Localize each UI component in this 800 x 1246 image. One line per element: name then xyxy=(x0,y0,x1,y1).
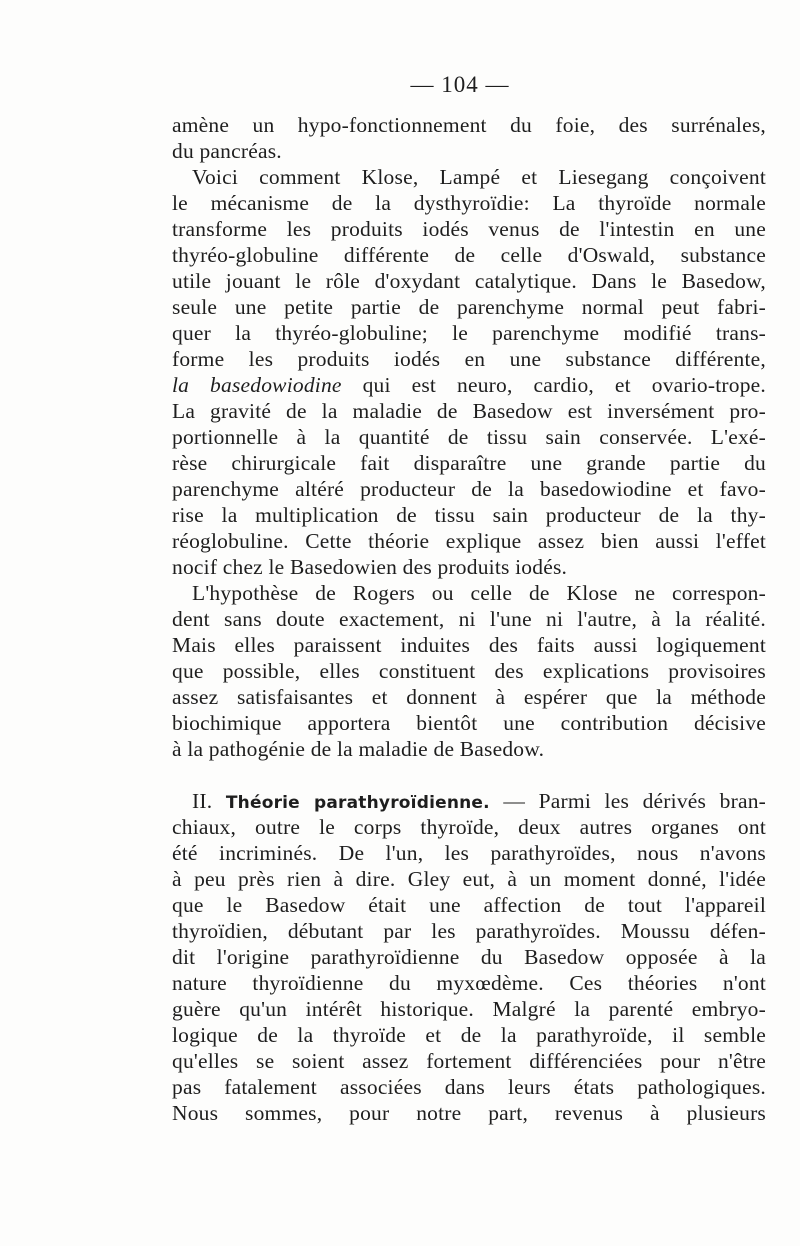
text-line: Mais elles paraissent induites des faits aussi logiquement xyxy=(172,633,766,657)
italic-term: la basedowiodine xyxy=(172,373,342,397)
text-line: chiaux, outre le corps thyroïde, deux autres organes ont xyxy=(172,815,766,839)
text-line: thyroïdien, débutant par les parathyroïdes. Moussu défen- xyxy=(172,919,766,943)
page-number: — 104 — xyxy=(410,72,510,97)
text-line: le mécanisme de la dysthyroïdie: La thyroïde normale xyxy=(172,191,766,215)
text-line: Nous sommes, pour notre part, revenus à plusieurs xyxy=(172,1101,766,1125)
text-line: réoglobuline. Cette théorie explique assez bien aussi l'effet xyxy=(172,529,766,553)
text-fragment: — Parmi les dérivés bran- xyxy=(489,789,767,813)
text-line: transforme les produits iodés venus de l'intestin en une xyxy=(172,217,766,241)
text-line: que le Basedow était une affection de tout l'appareil xyxy=(172,893,766,917)
text-line: Voici comment Klose, Lampé et Liesegang conçoivent xyxy=(192,165,766,189)
text-line: dit l'origine parathyroïdienne du Basedow opposée à la xyxy=(172,945,766,969)
text-line: que possible, elles constituent des explications provisoires xyxy=(172,659,766,683)
text-line: quer la thyréo-globuline; le parenchyme modifié trans- xyxy=(172,321,766,345)
text-line: rèse chirurgicale fait disparaître une grande partie du xyxy=(172,451,766,475)
text-line: L'hypothèse de Rogers ou celle de Klose ne correspon- xyxy=(192,581,766,605)
text-line: utile jouant le rôle d'oxydant catalytique. Dans le Basedow, xyxy=(172,269,766,293)
text-line: amène un hypo-fonctionnement du foie, des surrénales, xyxy=(172,113,766,137)
section-heading: Théorie parathyroïdienne. xyxy=(225,793,490,813)
text-line: dent sans doute exactement, ni l'une ni l'autre, à la réalité. xyxy=(172,607,766,631)
text-line xyxy=(172,372,766,398)
text-line: à la pathogénie de la maladie de Basedow. xyxy=(172,737,545,761)
text-line: nature thyroïdienne du myxœdème. Ces théories n'ont xyxy=(172,971,766,995)
text-line: seule une petite partie de parenchyme normal peut fabri- xyxy=(172,295,766,319)
text-line: biochimique apportera bientôt une contribution décisive xyxy=(172,711,766,735)
text-line: qu'elles se soient assez fortement différenciées pour n'être xyxy=(172,1049,766,1073)
section-numeral: II. xyxy=(192,789,226,813)
text-line: assez satisfaisantes et donnent à espérer que la méthode xyxy=(172,685,766,709)
section-heading-line xyxy=(172,788,766,814)
text-line: thyréo-globuline différente de celle d'Oswald, substance xyxy=(172,243,766,267)
text-line: forme les produits iodés en une substance différente, xyxy=(172,347,766,371)
text-line: logique de la thyroïde et de la parathyroïde, il semble xyxy=(172,1023,766,1047)
text-line: pas fatalement associées dans leurs états pathologiques. xyxy=(172,1075,766,1099)
text-line: portionnelle à la quantité de tissu sain conservée. L'exé- xyxy=(172,425,766,449)
text-line: guère qu'un intérêt historique. Malgré la parenté embryo- xyxy=(172,997,766,1021)
text-line: rise la multiplication de tissu sain producteur de la thy- xyxy=(172,503,766,527)
text-line: nocif chez le Basedowien des produits iodés. xyxy=(172,555,568,579)
text-line: été incriminés. De l'un, les parathyroïdes, nous n'avons xyxy=(172,841,766,865)
text-line: du pancréas. xyxy=(172,139,282,163)
text-line: parenchyme altéré producteur de la basedowiodine et favo- xyxy=(172,477,766,501)
section-gap xyxy=(172,762,766,788)
text-line: à peu près rien à dire. Gley eut, à un moment donné, l'idée xyxy=(172,867,766,891)
body-text xyxy=(172,112,766,1126)
text-line: La gravité de la maladie de Basedow est inversément pro- xyxy=(172,399,766,423)
text-fragment: qui est neuro, cardio, et ovario-trope. xyxy=(341,373,766,397)
